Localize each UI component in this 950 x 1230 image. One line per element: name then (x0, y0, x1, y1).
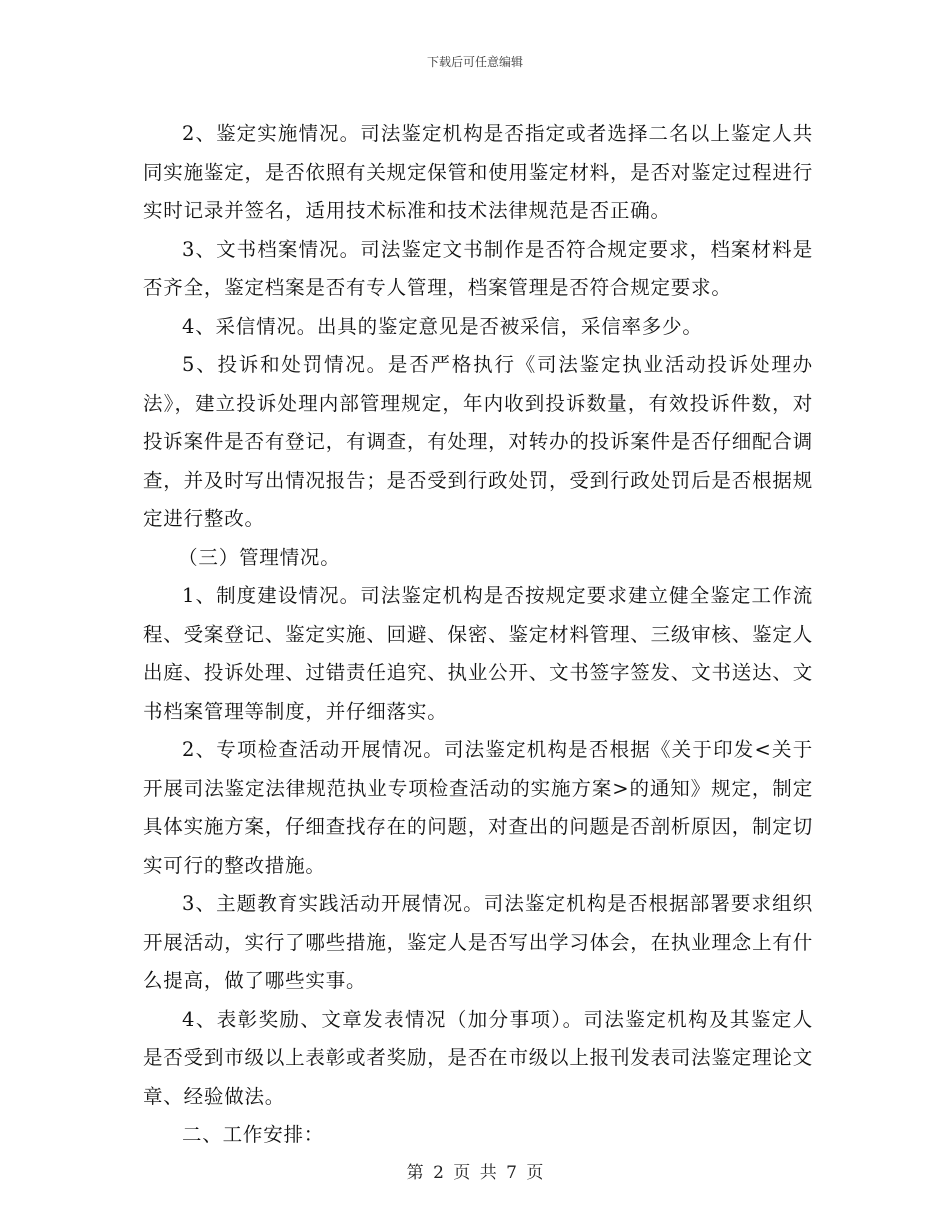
page-header: 下载后可任意编辑 (426, 55, 523, 69)
paragraph-system-building: 1、制度建设情况。司法鉴定机构是否按规定要求建立健全鉴定工作流程、受案登记、鉴定实施、回避、保密、鉴定材料管理、三级审核、鉴定人出庭、投诉处理、过错责任追究、执业公开、文书签字签发、文书送达、文书档案管理等制度，并仔细落实。 (143, 584, 813, 723)
section-heading-work-arrangement: 二、工作安排： (182, 1123, 325, 1146)
paragraph-document-archives: 3、文书档案情况。司法鉴定文书制作是否符合规定要求，档案材料是否齐全，鉴定档案是否有专人管理，档案管理是否符合规定要求。 (143, 237, 813, 299)
paragraph-adoption: 4、采信情况。出具的鉴定意见是否被采信，采信率多少。 (182, 314, 703, 338)
paragraph-complaints-penalties: 5、投诉和处罚情况。是否严格执行《司法鉴定执业活动投诉处理办法》，建立投诉处理内部管理规定，年内收到投诉数量，有效投诉件数，对投诉案件是否有登记，有调查，有处理，对转办的投诉案件是否仔细配合调查，并及时写出情况报告；是否受到行政处罚，受到行政处罚后是否根据规定进行整改。 (143, 353, 813, 530)
paragraph-awards-publications: 4、表彰奖励、文章发表情况（加分事项）。司法鉴定机构及其鉴定人是否受到市级以上表彰或者奖励，是否在市级以上报刊发表司法鉴定理论文章、经验做法。 (143, 1007, 813, 1108)
page-footer: 第 2 页 共 7 页 (406, 1163, 544, 1183)
section-heading-management: （三）管理情况。 (178, 545, 341, 569)
paragraph-special-inspection: 2、专项检查活动开展情况。司法鉴定机构是否根据《关于印发<关于开展司法鉴定法律规范执业专项检查活动的实施方案>的通知》规定，制定具体实施方案，仔细查找存在的问题，对查出的问题是否剖析原因，制定切实可行的整改措施。 (143, 738, 813, 877)
paragraph-appraisal-implementation: 2、鉴定实施情况。司法鉴定机构是否指定或者选择二名以上鉴定人共同实施鉴定，是否依照有关规定保管和使用鉴定材料，是否对鉴定过程进行实时记录并签名，适用技术标准和技术法律规范是否正确。 (143, 122, 813, 222)
document-body (143, 115, 813, 1155)
paragraph-theme-education: 3、主题教育实践活动开展情况。司法鉴定机构是否根据部署要求组织开展活动，实行了哪些措施，鉴定人是否写出学习体会，在执业理念上有什么提高，做了哪些实事。 (143, 892, 813, 992)
